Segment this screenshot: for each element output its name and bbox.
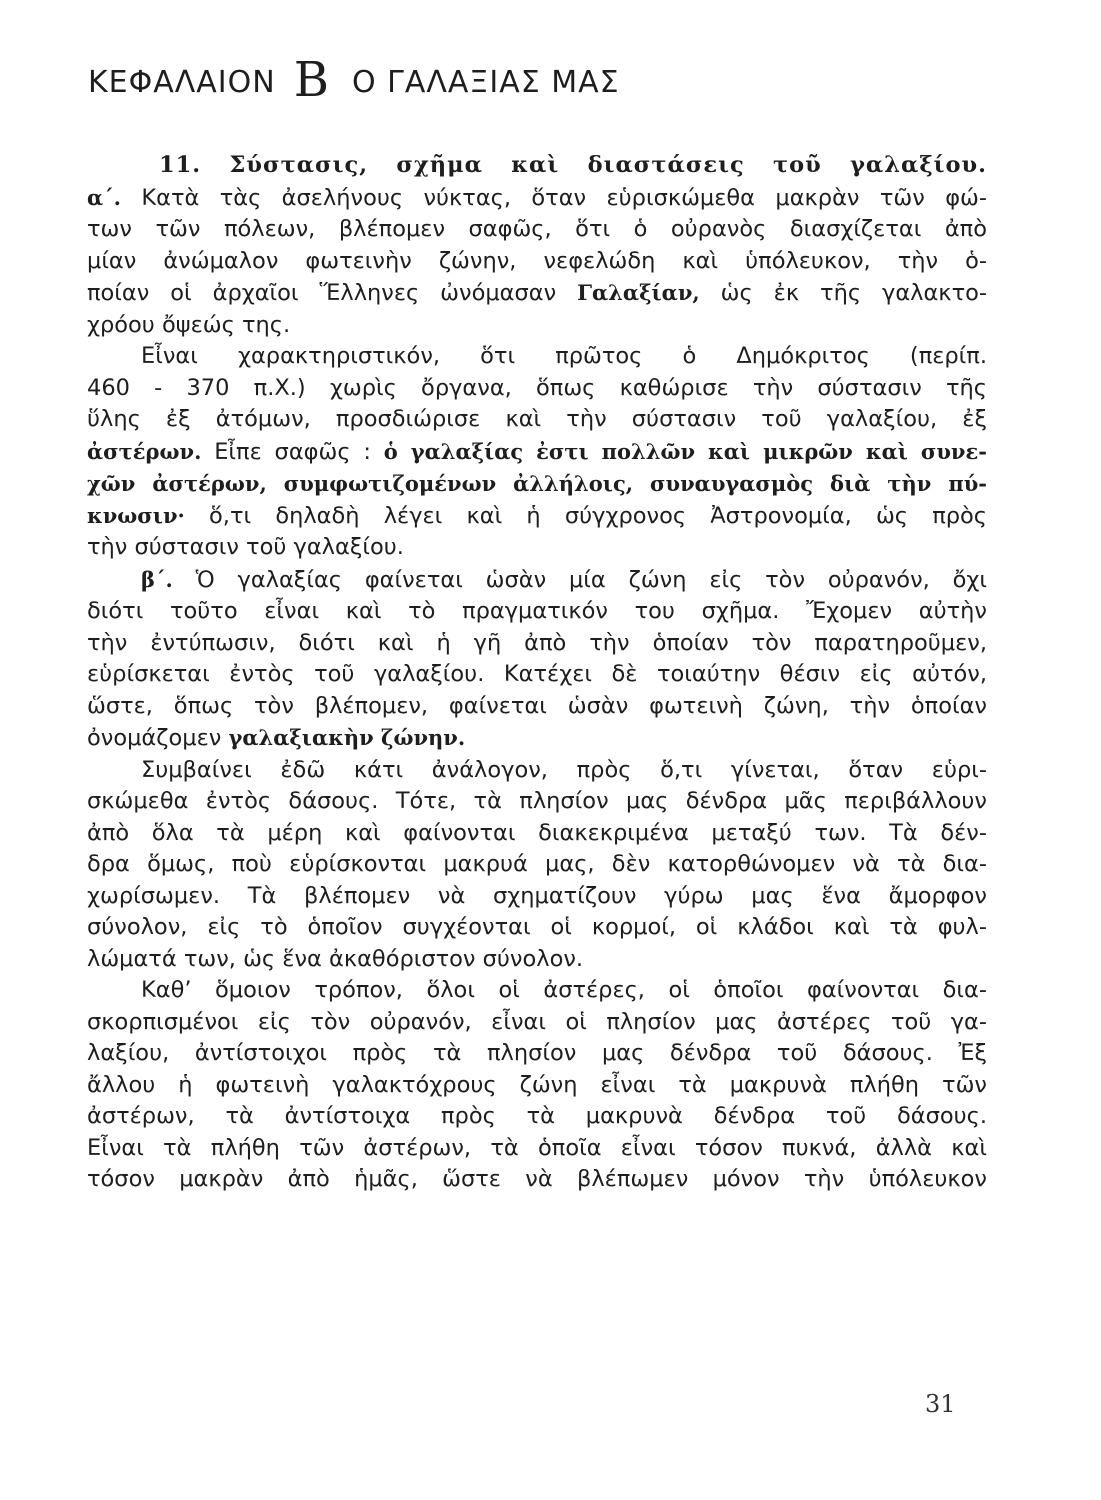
text-line: Εἶναι τὰ πλήθη τῶν ἀστέρων, τὰ ὁποῖα εἶναι τόσον πυκνά, ἀλλὰ καὶ [87, 1134, 987, 1161]
text-line: λώματά των, ὡς ἕνα ἀκαθόριστον σύνολον. [87, 945, 584, 972]
text-line: εὑρίσκεται ἐντὸς τοῦ γαλαξίου. Κατέχει δὲ τοιαύτην θέσιν εἰς αὐτόν, [87, 661, 987, 687]
chapter-label: ΚΕΦΑΛΑΙΟΝ [88, 65, 276, 100]
chapter-title: Ο ΓΑΛΑΞΙΑΣ ΜΑΣ [352, 65, 620, 100]
text-line: σύνολον, εἰς τὸ ὁποῖον συγχέονται οἱ κορμοί, οἱ κλάδοι καὶ τὰ φυλ- [87, 914, 987, 940]
text-line: μίαν ἀνώμαλον φωτεινὴν ζώνην, νεφελώδη καὶ ὑπόλευκον, τὴν ὁ- [87, 247, 987, 274]
section-number: 11. [159, 152, 202, 178]
text-line: των τῶν πόλεων, βλέπομεν σαφῶς, ὅτι ὁ οὐρανὸς διασχίζεται ἀπὸ [87, 216, 987, 242]
text-line: τόσον μακρὰν ἀπὸ ἡμᾶς, ὥστε νὰ βλέπωμεν μόνον τὴν ὑπόλευκον [87, 1166, 987, 1192]
text-line: ὥστε, ὅπως τὸν βλέπομεν, φαίνεται ὡσὰν φωτεινὴ ζώνη, τὴν ὁποίαν [87, 692, 987, 719]
text-line: τὴν σύστασιν τοῦ γαλαξίου. [87, 534, 404, 560]
text-line: α΄. Κατὰ τὰς ἀσελήνους νύκτας, ὅταν εὑρισκώμεθα μακρὰν τῶν φώ- [87, 184, 987, 211]
paragraph [87, 564, 987, 755]
paragraph [87, 182, 987, 342]
text-line: ὕλης ἐξ ἀτόμων, προσδιώρισε καὶ τὴν σύστασιν τοῦ γαλαξίου, ἐξ [87, 406, 987, 432]
text-line: χρόου ὄψεώς της. [87, 311, 291, 338]
text-line: ἀστέρων, τὰ ἀντίστοιχα πρὸς τὰ μακρυνὰ δένδρα τοῦ δάσους. [87, 1103, 987, 1129]
page-number: 31 [925, 1390, 956, 1418]
paragraph [87, 975, 987, 1196]
text-line: 460 - 370 π.Χ.) χωρὶς ὄργανα, ὅπως καθώρισε τὴν σύστασιν τῆς [87, 374, 987, 401]
text-line: τὴν ἐντύπωσιν, διότι καὶ ἡ γῆ ἀπὸ τὴν ὁποίαν τὸν παρατηροῦμεν, [87, 629, 987, 656]
page-body [87, 150, 987, 1196]
text-line: β΄. Ὁ γαλαξίας φαίνεται ὡσὰν μία ζώνη εἰς τὸν οὐρανόν, ὄχι [141, 566, 987, 593]
text-line: σκορπισμένοι εἰς τὸν οὐρανόν, εἶναι οἱ πλησίον μας ἀστέρες τοῦ γα- [87, 1008, 987, 1035]
section-heading [87, 150, 987, 182]
text-line: χωρίσωμεν. Τὰ βλέπομεν νὰ σχηματίζουν γύρω μας ἕνα ἄμορφον [87, 882, 987, 909]
text-line: ἀστέρων. Εἶπε σαφῶς : ὁ γαλαξίας ἐστι πολλῶν καὶ μικρῶν καὶ συνε- [87, 438, 987, 465]
text-line: σκώμεθα ἐντὸς δάσους. Τότε, τὰ πλησίον μας δένδρα μᾶς περιβάλλουν [87, 788, 987, 814]
text-line: Καθ’ ὅμοιον τρόπον, ὅλοι οἱ ἀστέρες, οἱ ὁποῖοι φαίνονται δια- [141, 977, 987, 1003]
text-line: ὀνομάζομεν γαλαξιακὴν ζώνην. [87, 725, 466, 751]
text-line: λαξίου, ἀντίστοιχοι πρὸς τὰ πλησίον μας δένδρα τοῦ δάσους. Ἐξ [87, 1040, 987, 1066]
paragraph [87, 755, 987, 976]
chapter-letter: Β [293, 52, 330, 108]
text-line: Συμβαίνει ἐδῶ κάτι ἀνάλογον, πρὸς ὅ,τι γίνεται, ὅταν εὑρι- [141, 756, 987, 783]
text-line: χῶν ἀστέρων, συμφωτιζομένων ἀλλήλοις, συναυγασμὸς διὰ τὴν πύ- [87, 471, 987, 496]
text-line: διότι τοῦτο εἶναι καὶ τὸ πραγματικόν του σχῆμα. Ἔχομεν αὐτὴν [87, 598, 987, 624]
text-line: Εἶναι χαρακτηριστικόν, ὅτι πρῶτος ὁ Δημόκριτος (περίπ. [141, 343, 987, 369]
section-title: Σύστασις, σχῆμα καὶ διαστάσεις τοῦ γαλαξίου. [229, 152, 987, 178]
text-line: δρα ὅμως, ποὺ εὑρίσκονται μακρυά μας, δὲν κατορθώνομεν νὰ τὰ δια- [87, 851, 987, 877]
chapter-header [88, 52, 620, 108]
text-line: ἀπὸ ὅλα τὰ μέρη καὶ φαίνονται διακεκριμένα μεταξύ των. Τὰ δέν- [87, 819, 987, 846]
paragraph [87, 341, 987, 564]
text-line: κνωσιν· ὅ,τι δηλαδὴ λέγει καὶ ἡ σύγχρονος Ἀστρονομία, ὡς πρὸς [87, 502, 987, 529]
text-line: ἄλλου ἡ φωτεινὴ γαλακτόχρους ζώνη εἶναι τὰ μακρυνὰ πλήθη τῶν [87, 1071, 987, 1098]
text-line: ποίαν οἱ ἀρχαῖοι Ἕλληνες ὠνόμασαν Γαλαξίαν, ὡς ἐκ τῆς γαλακτο- [87, 280, 988, 306]
